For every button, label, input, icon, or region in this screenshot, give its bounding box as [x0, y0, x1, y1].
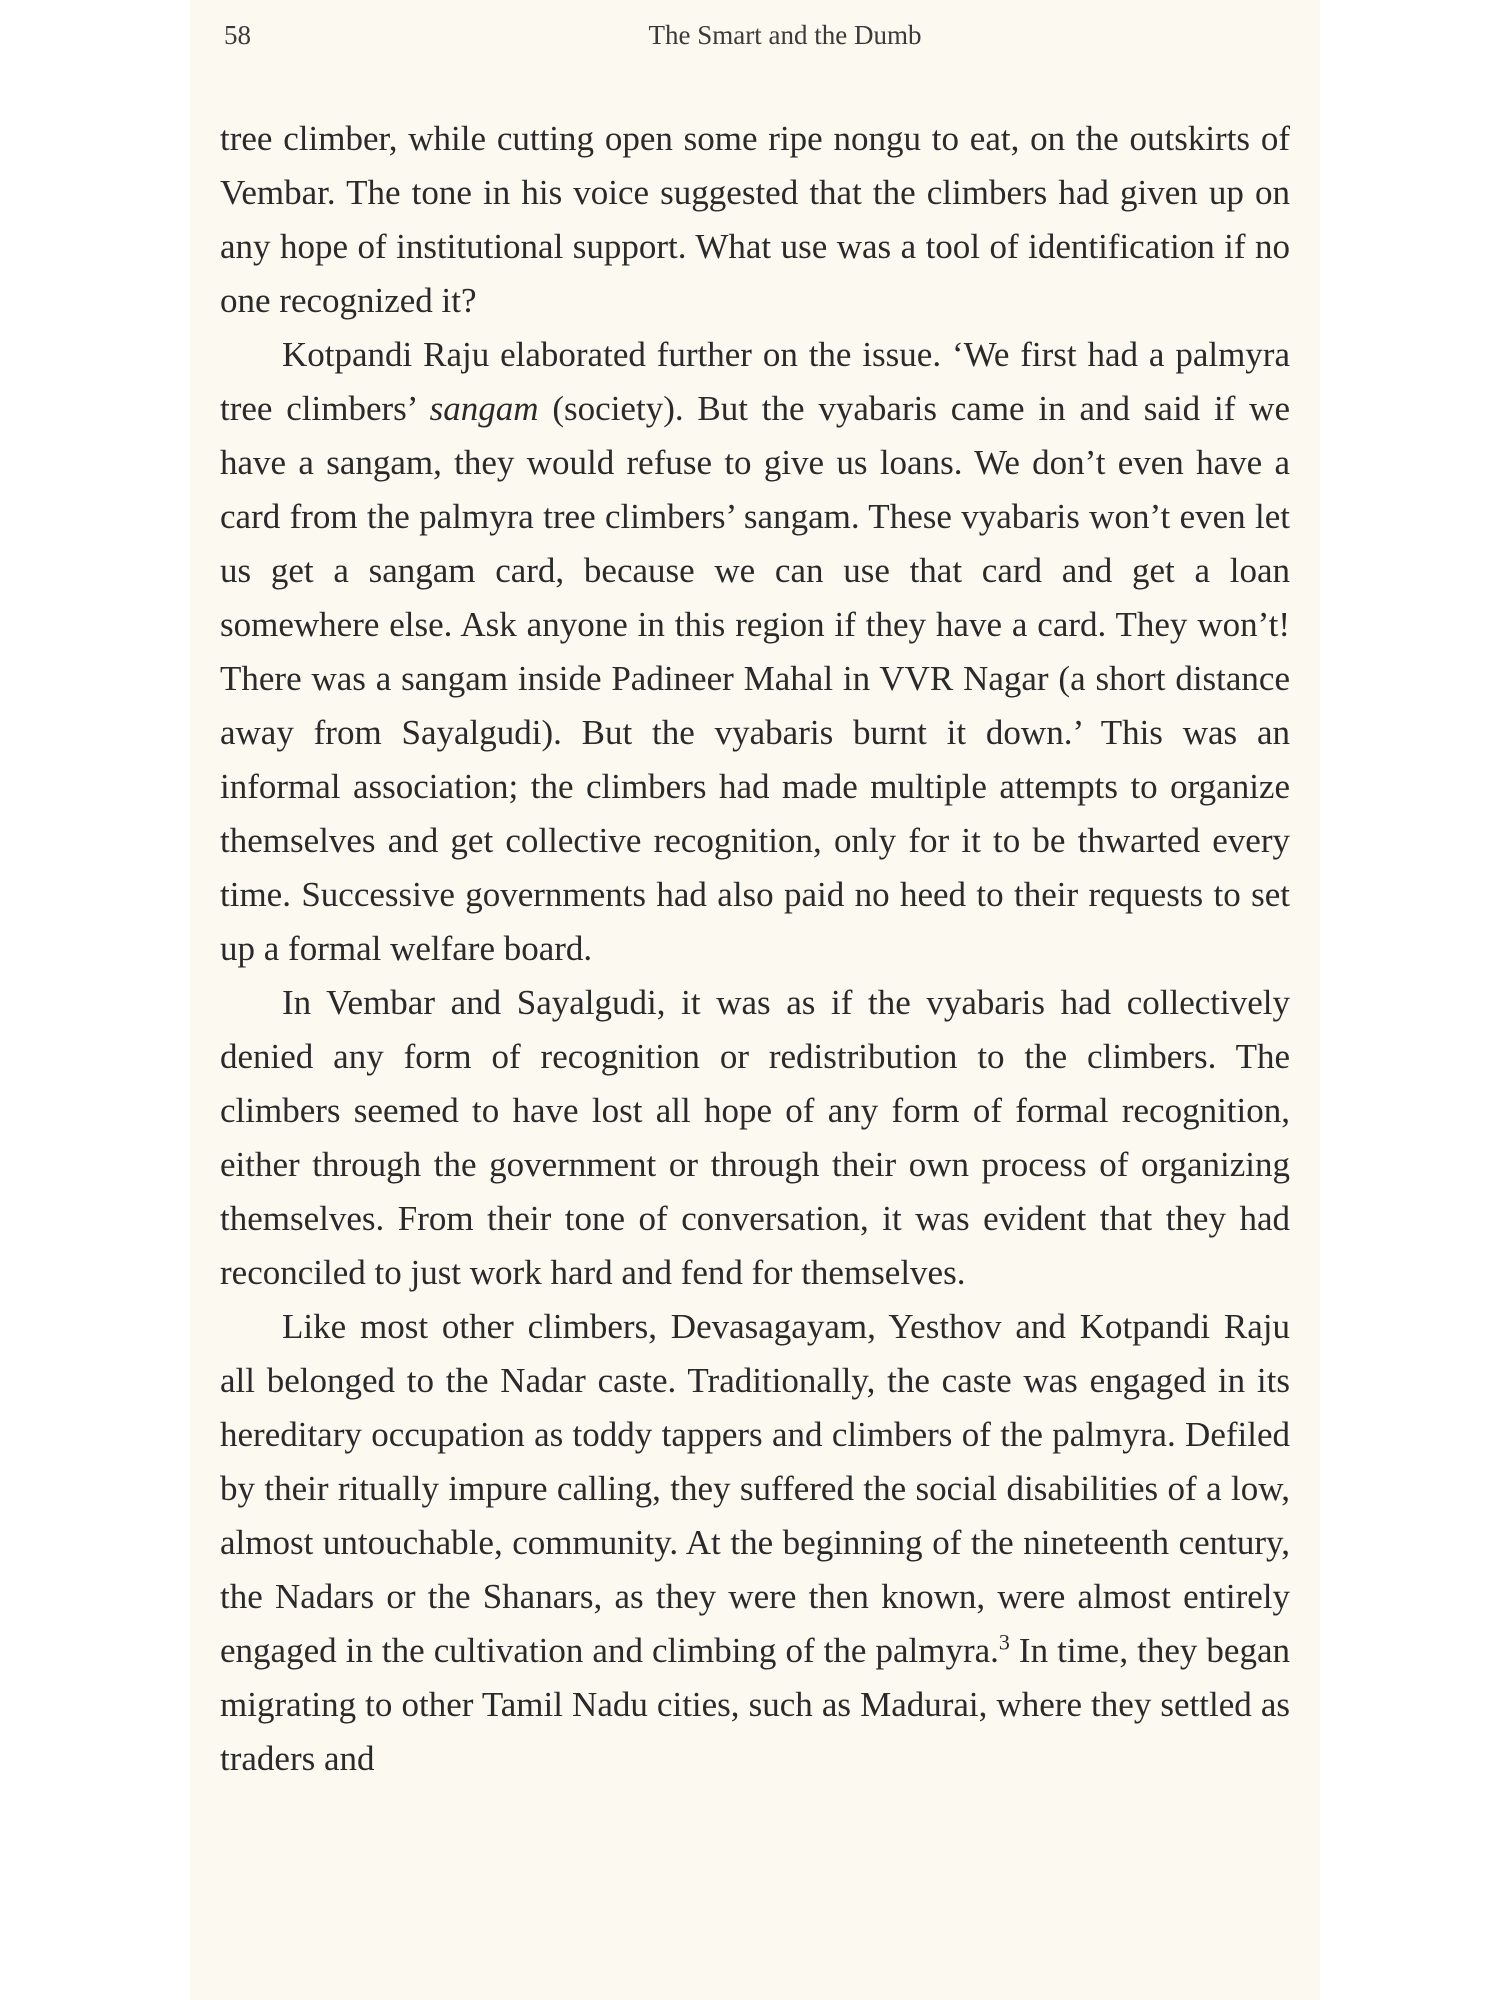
- paragraph-3-text: In Vembar and Sayalgudi, it was as if the vyabaris had collectively denied any form of recognition or redistribution to the climbers. The climbers seemed to have lost all hope of any form of formal recognition, either through the government or through their own process of organizing themselves. From their tone of conversation, it was evident that they had reconciled to just work hard and fend for themselves.: [220, 983, 1290, 1292]
- body-text: [220, 112, 1290, 1786]
- paragraph-4-text-a: Like most other climbers, Devasagayam, Yesthov and Kotpandi Raju all belonged to the Nadar caste. Traditionally, the caste was engaged in its hereditary occupation as toddy tappers and climbers of the palmyra. Defiled by their ritually impure calling, they suffered the social disabilities of a low, almost untouchable, community. At the beginning of the nineteenth century, the Nadars or the Shanars, as they were then known, were almost entirely engaged in the cultivation and climbing of the palmyra.: [220, 1307, 1290, 1670]
- paragraph-2-text-a: Kotpandi Raju elaborated further on the issue. ‘We first had a palmyra tree climbers’: [220, 335, 1290, 428]
- paragraph-1-text: tree climber, while cutting open some ripe nongu to eat, on the outskirts of Vembar. The tone in his voice suggested that the climbers had given up on any hope of institutional support. What use was a tool of identification if no one recognized it?: [220, 119, 1290, 320]
- paragraph-4: [220, 1300, 1290, 1786]
- book-page: [190, 0, 1320, 2000]
- footnote-marker: 3: [998, 1629, 1010, 1655]
- page-header: [190, 20, 1320, 60]
- paragraph-2-text-b: (society). But the vyabaris came in and said if we have a sangam, they would refuse to give us loans. We don’t even have a card from the palmyra tree climbers’ sangam. These vyabaris won’t even let us get a sangam card, because we can use that card and get a loan somewhere else. Ask anyone in this region if they have a card. They won’t! There was a sangam inside Padineer Mahal in VVR Nagar (a short distance away from Sayalgudi). But the vyabaris burnt it down.’ This was an informal association; the climbers had made multiple attempts to organize themselves and get collective recognition, only for it to be thwarted every time. Successive governments had also paid no heed to their requests to set up a formal welfare board.: [220, 389, 1290, 968]
- paragraph-3: [220, 976, 1290, 1300]
- page-number: 58: [224, 20, 251, 50]
- paragraph-2: [220, 328, 1290, 976]
- paragraph-4-text-b: In time, they began migrating to other Tamil Nadu cities, such as Madurai, where they settled as traders and: [220, 1631, 1290, 1778]
- paragraph-1: [220, 112, 1290, 328]
- italic-term-sangam: sangam: [429, 389, 539, 428]
- running-title: The Smart and the Dumb: [648, 20, 922, 50]
